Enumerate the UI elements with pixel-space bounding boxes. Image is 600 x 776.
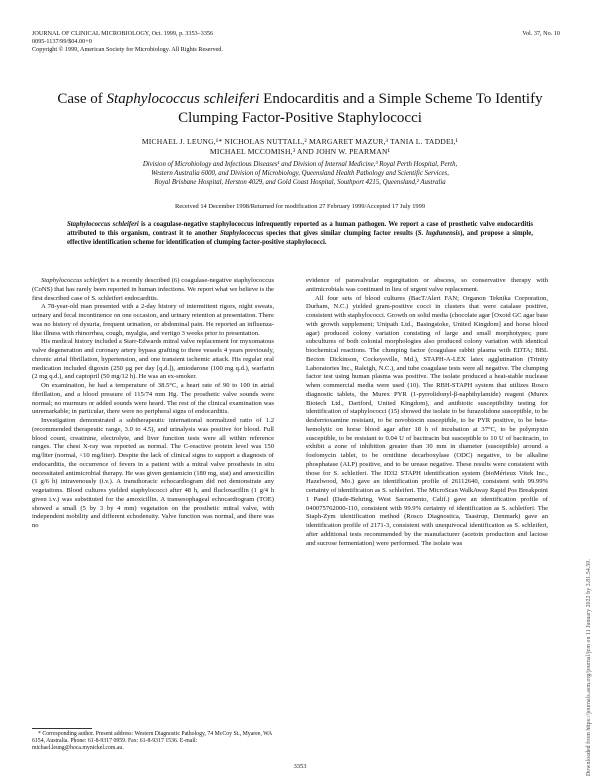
download-watermark: Downloaded from https://journals.asm.org/journal/jcm on 11 January 2022 by 3.81.54.50. (586, 559, 592, 776)
paragraph-continued: evidence of paravalvular regurgitation or abscess, so conservative therapy with antimicrobials was continued in lieu of urgent valve replacement. (306, 277, 548, 293)
authors-line-1: MICHAEL J. LEUNG,¹* NICHOLAS NUTTALL,² MARGARET MAZUR,³ TANIA L. TADDEI,¹ (141, 137, 459, 146)
authors-line-2: MICHAEL MCCOMISH,³ AND JOHN W. PEARMAN¹ (209, 147, 391, 156)
affiliation-line-3: Royal Brisbane Hospital, Herston 4029, and Gold Coast Hospital, Southport 4215, Queensland,² Australia (154, 179, 446, 186)
paragraph-cultures: All four sets of blood cultures (BacT/Alert FAN; Organon Teknika Corporation, Durham, N.C.) yielded gram-positive cocci in clusters that were catalase positive, consistent with staphylococci. Growth on solid media (chocolate agar [Oxoid GC agar base with growth supplement; Unipath Ltd., Basingstoke, United Kingdom] and horse blood agar) produced colony variation consisting of large and small morphotypes; pure subcultures of both colonial morphologies also produced colony variation with identical biochemical reactions. The clumping factor (coagulase rabbit plasma with EDTA; BBL Becton Dickinson, Cockeysville, Md.), STAPH-A-LEX latex agglutination (Trinity Laboratories Inc., Raleigh, N.C.), and tube coagulase tests were all negative. The clumping factor test using human plasma was positive. The isolate produced a heat-stable nuclease when commercial media were used (10). The RBH-STAPH system that utilizes Rosco diagnostic tablets, the Murex PYR (1-pyrrolidonyl-β-naphthylamide) reagent (Murex Biotech Ltd., Dartford, United Kingdom), and antibiotic susceptibility testing for identification of staphylococci (15) showed the isolate to be furazolidone susceptible, to be desferrioxamine resistant, to be novobiocin susceptible, to be PYR positive, to be beta-hemolytic on horse blood agar after 18 h of incubation at 37°C, to be polymyxin susceptible, to be resistant to 0.04 U of bacitracin but susceptible to 10 U of bacitracin, to exhibit a zone of inhibition greater than 30 mm in diameter (susceptible) around a fosfomycin tablet, to be ornithine decarboxylase (ODC) negative, to be alkaline phosphatase (ALP) positive, and to be urease negative. These results were consistent with those for S. schleiferi. The ID32 STAPH identification system (bioMérieux Vitek Inc., Hazelwood, Mo.) gave an identification profile of 26112640, consistent with 99.99% certainty of identification as S. schleiferi. The MicroScan WalkAway Rapid Pos Breakpoint 1 Panel (Dade-Behring, West Sacramento, Calif.) gave an identification profile of 040075762000-110, consistent with 99.9% certainty of identification as S. schleiferi. The Staph-Zym identification method (Rosco Diagnostica, Taastrup, Denmark) gave an identification profile of 2171-3, consistent with unequivocal identification as S. schleiferi, after additional tests recommended by the manufacturer (acetoin production and lactose and sucrose fermentation) were performed. The isolate was (306, 294, 548, 547)
abstract-text-2: species that gives similar clumping factor results ( (263, 230, 418, 237)
body-column-left (32, 277, 274, 531)
volume-info: Vol. 37, No. 10 (522, 30, 560, 37)
author-list (50, 137, 550, 157)
footnote-divider (32, 728, 92, 729)
copyright-line: Copyright © 1999, American Society for Microbiology. All Rights Reserved. (32, 46, 223, 53)
journal-citation: JOURNAL OF CLINICAL MICROBIOLOGY, Oct. 1999, p. 3353–3356 (32, 30, 214, 37)
title-suffix: Endocarditis and a Simple Scheme To Identify Clumping Factor-Positive Staphylococci (178, 91, 543, 126)
affiliations (40, 160, 560, 187)
abstract-organism-3: S. lugdunensis (417, 230, 461, 237)
abstract-text-3: ), and propose a simple, effective identification scheme for identification of clumping factor-positive staphylococci. (67, 230, 533, 246)
affiliation-line-2: Western Australia 6000, and Division of Microbiology, Queensland Health Pathology and Scientific Services, (151, 170, 449, 177)
abstract-lead-organism: Staphylococcus schleiferi (67, 221, 139, 228)
paragraph-intro (32, 277, 274, 303)
paragraph-examination: On examination, he had a temperature of 38.5°C, a heart rate of 90 to 100 in atrial fibrillation, and a blood pressure of 115/74 mm Hg. The prosthetic valve sounds were normal; no murmurs or added sounds were heard. The rest of the clinical examination was unremarkable; in particular, there were no peripheral signs of endocarditis. (32, 382, 274, 416)
corresponding-author-footnote: * Corresponding author. Present address: Western Diagnostic Pathology, 74 McCoy St., Myaree, WA 6154, Australia. Phone: 61-8-9317 0959. Fax: 61-8-9317 1536. E-mail: michael.leung@hoca.mynickel.com.au. (32, 731, 272, 752)
body-column-right (306, 277, 548, 548)
abstract (67, 220, 533, 247)
title-prefix: Case of (57, 91, 107, 107)
intro-organism: Staphylococcus schleiferi (41, 277, 109, 284)
received-dates: Received 14 December 1998/Returned for modification 27 February 1999/Accepted 17 July 1999 (174, 203, 426, 210)
abstract-organism-2: Staphylococcus (219, 230, 264, 237)
issn-line: 0095-1137/99/$04.00+0 (32, 38, 92, 45)
paragraph-history: His medical history included a Starr-Edwards mitral valve replacement for myxomatous valve degeneration and coronary artery bypass grafting to three vessels 4 years previously, chronic atrial fibrillation, hypertension, and one transient ischemic attack. His regular oral medication included digoxin (250 µg per day [q.d.]), amiodarone (100 mg q.d.), warfarin (2 mg q.d.), and captopril (50 mg/12 h). He was an ex-smoker. (32, 338, 274, 381)
affiliation-line-1: Division of Microbiology and Infectious Diseases¹ and Division of Internal Medicine,³ Royal Perth Hospital, Perth, (142, 161, 458, 168)
intro-text: is a recently described (6) coagulase-negative staphylococcus (CoNS) that has rarely been reported in human infections. We report what we believe is the first described case of S. schleiferi endocarditis. (32, 277, 275, 302)
paragraph-investigation: Investigation demonstrated a subtherapeutic international normalized ratio of 1.2 (recommended therapeutic range, 3.0 to 4.5), and urinalysis was positive for blood. Full blood count, creatinine, electrolyte, and liver function tests were all within reference ranges. The chest X-ray was reported as normal. The C-reactive protein level was 150 mg/liter (normal, <10 mg/liter). Despite the lack of clinical signs to support a diagnosis of endocarditis, the occurrence of fevers in a patient with a mitral valve prosthesis in situ necessitated antimicrobial therapy. He was given gentamicin (180 mg, stat) and amoxicillin (1 g/6 h) intravenously (i.v.). A transthoracic echocardiogram did not demonstrate any vegetations. Blood cultures yielded staphylococci after 48 h, and flucloxacillin (1 g/4 h given i.v.) was substituted for the amoxicillin. A transesophageal echocardiogram (TOE) showed a small (5 by 3 by 4 mm) vegetation on the prosthetic mitral valve, with independent mobility and different echodensity. Valve function was normal, and there was no (32, 417, 274, 529)
title-organism: Staphylococcus schleiferi (106, 91, 260, 107)
page-number: 3353 (293, 763, 307, 770)
abstract-text-1: is a coagulase-negative staphylococcus infrequently reported as a human pathogen. We report a case of prosthetic valve endocarditis attributed to this organism, contrast it to another (67, 221, 534, 237)
journal-header (32, 30, 223, 54)
paragraph-presentation: A 78-year-old man presented with a 2-day history of intermittent rigors, night sweats, urinary and fecal incontinence on one occasion, and urinary retention at presentation. There was no history of dysuria, frequent urination, or abdominal pain. He reported an influenza-like illness with rhinorrhea, cough, myalgia, and vertigo 3 weeks prior to presentation. (32, 303, 274, 337)
article-title (40, 90, 560, 128)
